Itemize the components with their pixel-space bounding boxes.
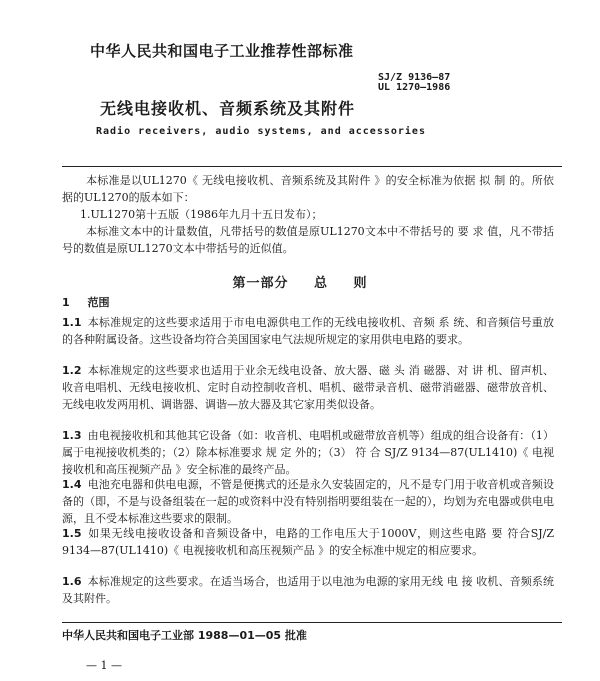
clause-1-5 xyxy=(62,525,554,559)
clause-text: 本标准规定的这些要求适用于市电电源供电工作的无线电接收机、音频 系 统、和音频信号重放的各种附属设备。这些设备均符合美国国家电气法规所规定的家用供电电路的要求。 xyxy=(62,316,554,346)
clause-1-3 xyxy=(62,427,554,478)
part-name-2: 则 xyxy=(353,276,368,291)
clause-1-6 xyxy=(62,573,554,607)
part-heading xyxy=(0,272,600,291)
clause-1-1 xyxy=(62,314,554,348)
document-title: 无线电接收机、音频系统及其附件 xyxy=(100,99,356,118)
preface-paragraph-1: 本标准是以UL1270《 无线电接收机、音频系统及其附件 》的安全标准为依据 拟 制 的。所依据的UL1270的版本如下： xyxy=(62,174,554,204)
clause-text: 电池充电器和供电电源，不管是便携式的还是永久安装固定的，凡不是专门用于收音机或音频设备的（即，不是与设备组装在一起的或资料中没有特别指明要组装在一起的），均划为充电器或供电电源，且不受本标准这些要求的限制。 xyxy=(62,478,554,525)
part-label: 第一部分 xyxy=(232,276,289,291)
header-divider xyxy=(62,166,562,167)
clause-1-4 xyxy=(62,476,554,527)
clause-number: 1.4 xyxy=(62,478,82,491)
section-title: 范围 xyxy=(87,296,110,309)
preface-paragraph-3: 本标准文本中的计量数值，凡带括号的数值是原UL1270文本中不带括号的 要 求 值，凡不带括号的数值是原UL1270文本中带括号的近似值。 xyxy=(62,225,554,255)
document-subtitle-en: Radio receivers, audio systems, and accessories xyxy=(96,126,426,137)
standard-body-title: 中华人民共和国电子工业推荐性部标准 xyxy=(90,42,354,60)
clause-number: 1.5 xyxy=(62,527,82,540)
clause-text: 本标准规定的这些要求。在适当场合，也适用于以电池为电源的家用无线 电 接 收机、音频系统及其附件。 xyxy=(62,575,554,605)
section-heading-scope xyxy=(62,294,110,310)
standard-code-block xyxy=(378,73,450,93)
footer-divider xyxy=(62,622,562,623)
section-number: 1 xyxy=(62,296,70,309)
clause-text: 本标准规定的这些要求也适用于业余无线电设备、放大器、磁 头 消 磁器、对 讲 机、留声机、收音电唱机、无线电接收机、定时自动控制收音机、唱机、磁带录音机、磁带消磁器、磁带放音机、无线电收发两用机、调谐器、调谐—放大器及其它家用类似设备。 xyxy=(62,364,554,411)
part-name: 总 xyxy=(313,276,328,291)
preface-paragraph-2: 1.UL1270第十五版（1986年九月十五日发布）； xyxy=(80,208,323,221)
standard-code-sj: SJ/Z 9136—87 xyxy=(378,72,451,83)
clause-number: 1.6 xyxy=(62,575,82,588)
approval-line: 中华人民共和国电子工业部 1988—01—05 批准 xyxy=(62,629,307,642)
page-number: — 1 — xyxy=(86,659,122,672)
clause-1-2 xyxy=(62,362,554,413)
clause-number: 1.2 xyxy=(62,364,82,377)
standard-code-ul: UL 1270—1986 xyxy=(378,82,451,93)
clause-number: 1.3 xyxy=(62,429,82,442)
clause-text: 由电视接收机和其他其它设备（如：收音机、电唱机或磁带放音机等）组成的组合设备有：（1）属于电视接收机类的；（2）除本标准要求 规 定 外的；（3） 符 合 SJ/Z 9134—87(UL1410)《 电视接收机和高压视频产品 》安全标准的最终产品。 xyxy=(62,429,554,476)
clause-number: 1.1 xyxy=(62,316,82,329)
clause-text: 如果无线电接收设备和音频设备中，电路的工作电压大于1000V，则这些电路 要 符合SJ/Z 9134—87(UL1410)《 电视接收机和高压视频产品 》的安全标准中规定的相应要求。 xyxy=(62,527,554,557)
